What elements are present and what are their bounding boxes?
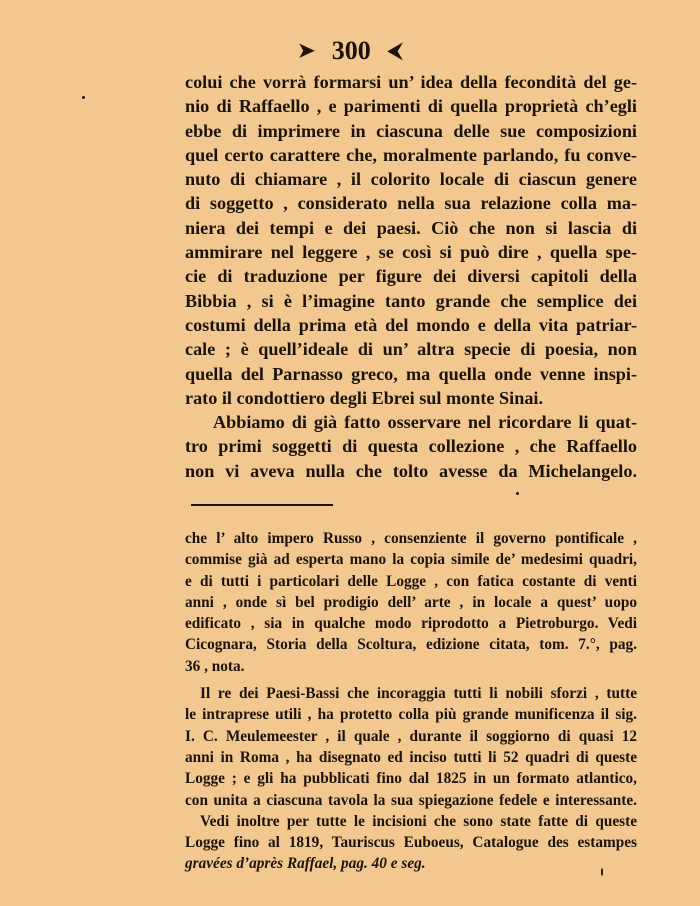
right-ornament-icon: ⮜ bbox=[387, 38, 403, 62]
footnote-divider bbox=[191, 504, 333, 506]
note-line: anni , onde sì bel prodigio dell’ arte , in locale a quest’ uopo bbox=[185, 593, 637, 611]
text-line: cie di traduzione per figure dei diversi capitoli della bbox=[185, 266, 637, 287]
note-line: anni in Roma , ha disegnato ed inciso tutti li 52 quadri di queste bbox=[185, 748, 637, 766]
text-line: colui che vorrà formarsi un’ idea della fecondità del ge- bbox=[185, 72, 637, 92]
text-line: quel certo carattere che, moralmente parlando, fu conve- bbox=[185, 144, 637, 165]
note-line: I. C. Meulemeester , il quale , durante il soggiorno di quasi 12 bbox=[185, 727, 637, 745]
text-line: non vi aveva nulla che tolto avesse da Michelangelo. bbox=[185, 460, 637, 481]
text-line: tro primi soggetti di questa collezione , che Raffaello bbox=[185, 436, 637, 457]
text-line: nuto di chiamare , il colorito locale di ciascun genere bbox=[185, 169, 637, 190]
text-line: di soggetto , considerato nella sua relazione colla ma- bbox=[185, 193, 637, 214]
page-header bbox=[0, 36, 700, 66]
note-line: Cicognara, Storia della Scoltura, edizione citata, tom. 7.°, pag. bbox=[185, 636, 637, 654]
page-number: 300 bbox=[331, 36, 371, 65]
note-line: Vedi inoltre per tutte le incisioni che sono state fatte di queste bbox=[200, 812, 637, 830]
note-line: edificato , sia in qualche modo riprodotto a Pietroburgo. Vedi bbox=[185, 615, 637, 633]
note-line: Logge fino al 1819, Tauriscus Euboeus, Catalogue des estampes bbox=[185, 834, 637, 852]
footnotes bbox=[185, 528, 637, 875]
text-line: Abbiamo di già fatto osservare nel ricordare li quat- bbox=[213, 412, 637, 433]
text-line: ammirare nel leggere , se così si può dire , quella spe- bbox=[185, 242, 637, 263]
text-line: costumi della prima età del mondo e della vita patriar- bbox=[185, 314, 637, 335]
text-line: niera dei tempi e dei paesi. Ciò che non si lascia di bbox=[185, 217, 637, 238]
text-line: nio di Raffaello , e parimenti di quella proprietà ch’egli bbox=[185, 96, 637, 117]
note-line: 36 , nota. bbox=[185, 657, 245, 675]
note-line: le intraprese utili , ha protetto colla più grande munificenza il sig. bbox=[185, 706, 637, 724]
note-line: che l’ alto impero Russo , consenziente il governo pontificale , bbox=[185, 530, 637, 547]
text-line: cale ; è quell’ideale di un’ altra specie di poesia, non bbox=[185, 339, 637, 360]
left-ornament-icon: ➤ bbox=[297, 38, 315, 62]
note-line: Il re dei Paesi-Bassi che incoraggia tutti li nobili sforzi , tutte bbox=[200, 685, 637, 703]
note-line: e di tutti i particolari delle Logge , con fatica costante di venti bbox=[185, 572, 637, 590]
footnote-1 bbox=[185, 528, 637, 677]
note-line: Logge ; e gli ha pubblicati fino dal 1825 in un formato atlantico, bbox=[185, 770, 637, 788]
footnote-3 bbox=[185, 811, 637, 875]
note-line: commise già ad esperta mano la copia simile de’ medesimi quadri, bbox=[185, 551, 637, 569]
main-text bbox=[185, 70, 637, 483]
ink-speck bbox=[516, 492, 519, 495]
ink-speck bbox=[82, 96, 85, 99]
paragraph-2 bbox=[185, 410, 637, 483]
footnote-2 bbox=[185, 683, 637, 811]
text-line: ebbe di imprimere in ciascuna delle sue composizioni bbox=[185, 120, 637, 141]
text-line: quella del Parnasso greco, ma quella onde venne inspi- bbox=[185, 363, 637, 384]
note-line: gravées d’après Raffael, pag. 40 e seg. bbox=[185, 855, 426, 873]
text-line: Bibbia , si è l’imagine tanto grande che semplice dei bbox=[185, 290, 637, 311]
text-line: rato il condottiero degli Ebrei sul monte Sinai. bbox=[185, 387, 544, 408]
ink-speck bbox=[601, 868, 603, 876]
note-line: con unita a ciascuna tavola la sua spiegazione fedele e interessante. bbox=[185, 791, 637, 809]
paragraph-1 bbox=[185, 70, 637, 410]
